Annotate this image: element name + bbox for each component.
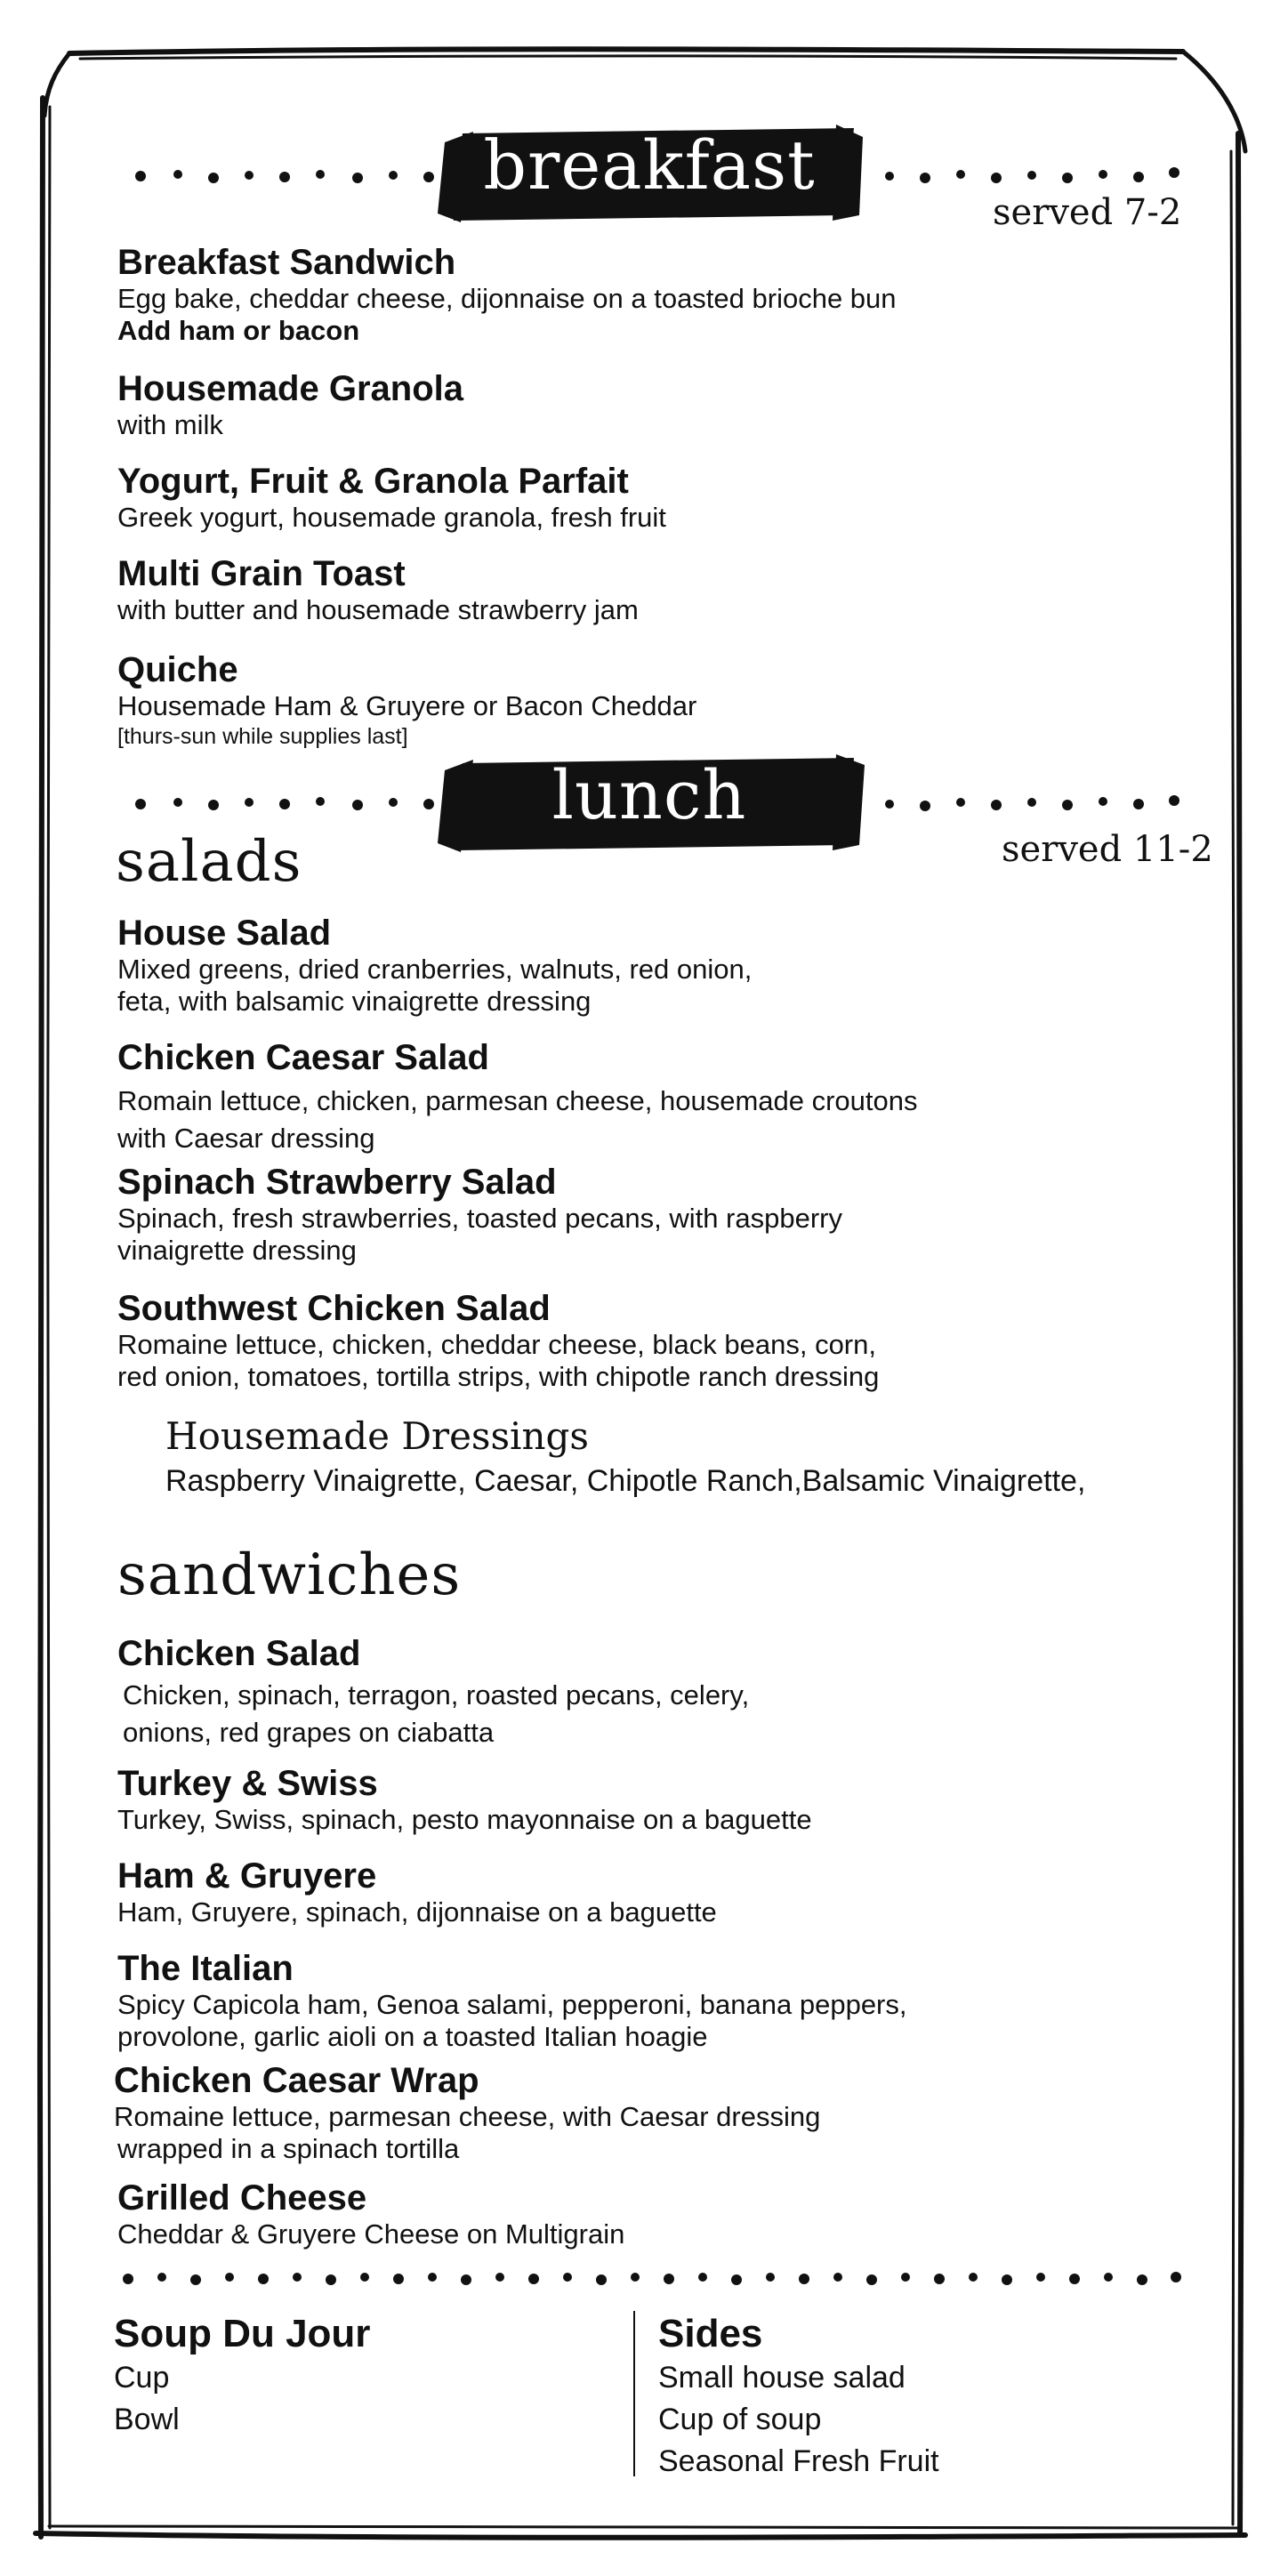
item-description: Greek yogurt, housemade granola, fresh fruit	[117, 502, 666, 533]
breakfast-banner-title: breakfast	[483, 125, 816, 205]
menu-item-chicken-salad	[117, 1633, 1140, 1749]
menu-item-turkey-swiss	[117, 1763, 1140, 1836]
menu-item-spinach-strawberry-salad	[117, 1162, 1140, 1267]
item-name: Chicken Caesar Salad	[117, 1038, 489, 1077]
item-name: Quiche	[117, 650, 238, 689]
salads-heading: salads	[116, 829, 302, 895]
item-name: Spinach Strawberry Salad	[117, 1163, 557, 1202]
item-name: Housemade Granola	[117, 369, 464, 408]
sides-heading: Sides	[658, 2312, 763, 2355]
item-name: Southwest Chicken Salad	[117, 1289, 551, 1328]
item-description: Cheddar & Gruyere Cheese on Multigrain	[117, 2218, 625, 2250]
lunch-banner-title: lunch	[551, 755, 747, 834]
item-description: Egg bake, cheddar cheese, dijonnaise on a toasted brioche bun	[117, 283, 897, 314]
item-description: Ham, Gruyere, spinach, dijonnaise on a baguette	[117, 1896, 717, 1928]
item-note: [thurs-sun while supplies last]	[117, 724, 408, 749]
soup-option: Cup	[114, 2361, 170, 2395]
menu-item-grilled-cheese	[117, 2178, 1140, 2250]
menu-item-housemade-granola	[117, 368, 1140, 441]
item-description: Romaine lettuce, chicken, cheddar cheese, black beans, corn,	[117, 1329, 876, 1360]
column-divider	[633, 2311, 635, 2476]
item-name: Ham & Gruyere	[117, 1856, 377, 1896]
item-name: Chicken Caesar Wrap	[114, 2061, 479, 2100]
menu-item-quiche	[117, 649, 1140, 751]
breakfast-served-hours: served 7-2	[993, 192, 1182, 233]
menu-item-parfait	[117, 461, 1140, 534]
item-addon: Add ham or bacon	[117, 315, 360, 346]
item-description: wrapped in a spinach tortilla	[117, 2133, 460, 2164]
menu-item-ham-gruyere	[117, 1856, 1140, 1928]
item-description: Spinach, fresh strawberries, toasted pecans, with raspberry	[117, 1203, 842, 1234]
item-name: Turkey & Swiss	[117, 1764, 378, 1803]
menu-item-breakfast-sandwich	[117, 242, 1140, 347]
soup-section	[114, 2311, 612, 2441]
item-description: Spicy Capicola ham, Genoa salami, pepperoni, banana peppers,	[117, 1989, 907, 2020]
item-description: with milk	[117, 409, 223, 440]
item-description: vinaigrette dressing	[117, 1235, 357, 1266]
item-description: Romain lettuce, chicken, parmesan cheese, housemade croutons	[117, 1085, 918, 1116]
menu-item-multi-grain-toast	[117, 553, 1140, 626]
lunch-served-hours: served 11-2	[1002, 829, 1213, 870]
item-description: Turkey, Swiss, spinach, pesto mayonnaise on a baguette	[117, 1804, 812, 1835]
dressings-list: Raspberry Vinaigrette, Caesar, Chipotle Ranch,Balsamic Vinaigrette,	[165, 1464, 1086, 1498]
item-description: feta, with balsamic vinaigrette dressing	[117, 986, 592, 1017]
side-option: Cup of soup	[658, 2403, 822, 2436]
item-description: Housemade Ham & Gruyere or Bacon Cheddar	[117, 690, 697, 721]
menu-item-chicken-caesar-wrap	[114, 2060, 1137, 2165]
item-description: Romaine lettuce, parmesan cheese, with Caesar dressing	[114, 2101, 821, 2132]
menu-item-southwest-chicken-salad	[117, 1288, 1140, 1393]
side-option: Small house salad	[658, 2361, 906, 2395]
item-description: Chicken, spinach, terragon, roasted pecans, celery,	[123, 1679, 750, 1711]
menu-item-the-italian	[117, 1948, 1140, 2053]
item-name: House Salad	[117, 914, 332, 953]
item-description: onions, red grapes on ciabatta	[123, 1717, 495, 1748]
side-option: Seasonal Fresh Fruit	[658, 2444, 939, 2478]
item-description: red onion, tomatoes, tortilla strips, with chipotle ranch dressing	[117, 1361, 880, 1392]
item-name: Yogurt, Fruit & Granola Parfait	[117, 462, 629, 501]
item-name: Chicken Salad	[117, 1634, 361, 1673]
menu-item-chicken-caesar-salad	[117, 1037, 1140, 1155]
item-description: Mixed greens, dried cranberries, walnuts, red onion,	[117, 954, 753, 985]
item-name: The Italian	[117, 1949, 294, 1988]
item-name: Grilled Cheese	[117, 2178, 367, 2218]
item-description: with Caesar dressing	[117, 1123, 375, 1154]
bottom-divider	[121, 2266, 1188, 2293]
item-name: Multi Grain Toast	[117, 554, 406, 593]
item-description: with butter and housemade strawberry jam	[117, 594, 639, 625]
menu-item-house-salad	[117, 913, 1140, 1018]
soup-option: Bowl	[114, 2403, 180, 2436]
dressings-heading: Housemade Dressings	[165, 1414, 589, 1458]
sides-section	[658, 2311, 1156, 2483]
item-name: Breakfast Sandwich	[117, 243, 456, 282]
sandwiches-heading: sandwiches	[117, 1542, 462, 1608]
item-description: provolone, garlic aioli on a toasted Italian hoagie	[117, 2021, 708, 2052]
soup-heading: Soup Du Jour	[114, 2312, 371, 2355]
